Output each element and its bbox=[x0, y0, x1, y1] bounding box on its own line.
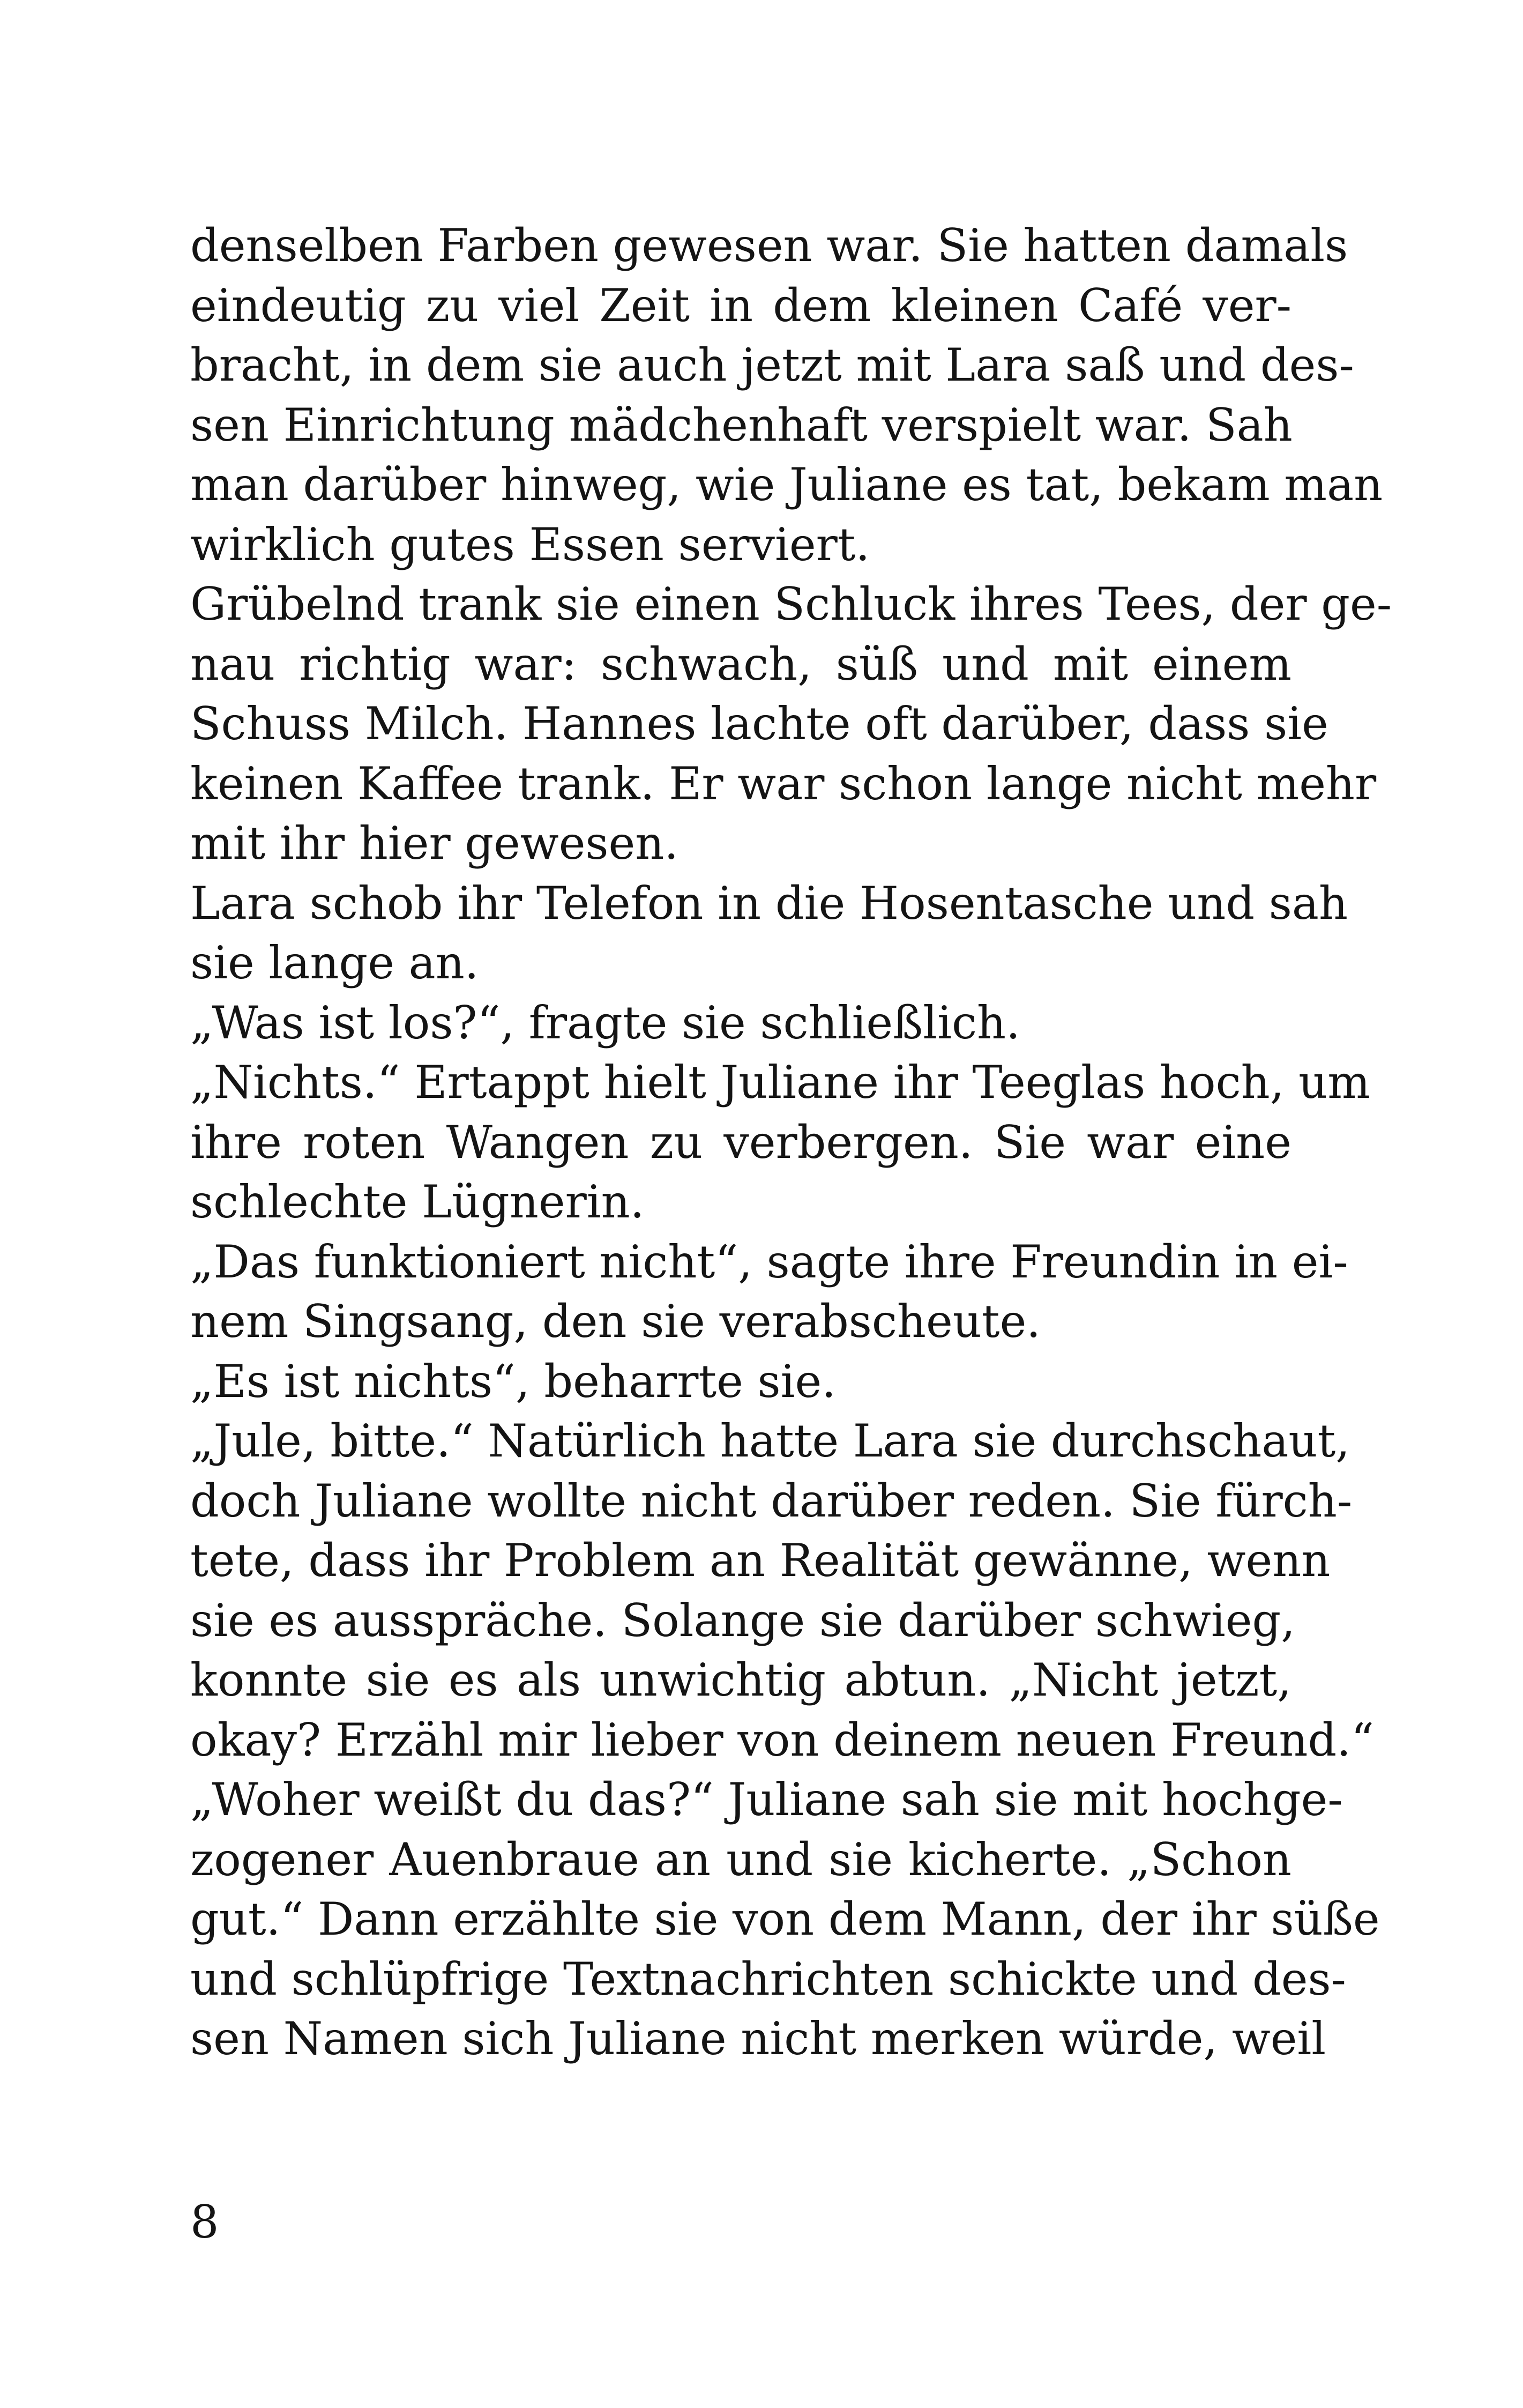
text-line: Schuss Milch. Hannes lachte oft darüber, dass sie bbox=[190, 697, 1328, 750]
text-line: keinen Kaffee trank. Er war schon lange nicht mehr bbox=[190, 757, 1377, 810]
page-number: 8 bbox=[190, 2196, 219, 2248]
text-line: denselben Farben gewesen war. Sie hatten damals bbox=[190, 219, 1348, 272]
text-line: „Es ist nichts“, beharrte sie. bbox=[190, 1355, 836, 1408]
text-line: sen Namen sich Juliane nicht merken würde, weil bbox=[190, 2012, 1326, 2065]
text-line: Lara schob ihr Telefon in die Hosentasche und sah bbox=[190, 876, 1348, 930]
text-line: und schlüpfrige Textnachrichten schickte und des- bbox=[190, 1952, 1346, 2005]
text-line: schlechte Lügnerin. bbox=[190, 1176, 645, 1228]
text-line: man darüber hinweg, wie Juliane es tat, bekam man bbox=[190, 458, 1383, 511]
text-line: „Jule, bitte.“ Natürlich hatte Lara sie durchschaut, bbox=[190, 1415, 1350, 1467]
text-line: „Woher weißt du das?“ Juliane sah sie mit hochge- bbox=[190, 1773, 1343, 1826]
text-line: mit ihr hier gewesen. bbox=[190, 817, 679, 869]
text-line: nem Singsang, den sie verabscheute. bbox=[190, 1295, 1041, 1348]
text-line: bracht, in dem sie auch jetzt mit Lara saß und des- bbox=[190, 339, 1354, 391]
text-line: sie lange an. bbox=[190, 937, 479, 989]
text-line: Grübelnd trank sie einen Schluck ihres Tees, der ge- bbox=[190, 578, 1392, 630]
text-line: nau richtig war: schwach, süß und mit einem bbox=[190, 637, 1291, 690]
text-line: zogener Auenbraue an und sie kicherte. „Schon bbox=[190, 1833, 1291, 1886]
text-line: „Was ist los?“, fragte sie schließlich. bbox=[190, 996, 1020, 1049]
text-line: okay? Erzähl mir lieber von deinem neuen Freund.“ bbox=[190, 1713, 1374, 1766]
text-line: gut.“ Dann erzählte sie von dem Mann, der ihr süße bbox=[190, 1893, 1380, 1945]
text-line: ihre roten Wangen zu verbergen. Sie war eine bbox=[190, 1116, 1291, 1169]
text-line: tete, dass ihr Problem an Realität gewänne, wenn bbox=[190, 1534, 1331, 1587]
text-line: sen Einrichtung mädchenhaft verspielt war. Sah bbox=[190, 398, 1293, 451]
text-line: konnte sie es als unwichtig abtun. „Nicht jetzt, bbox=[190, 1654, 1291, 1706]
text-line: wirklich gutes Essen serviert. bbox=[190, 518, 870, 571]
text-line: eindeutig zu viel Zeit in dem kleinen Café ver- bbox=[190, 279, 1291, 332]
body-text bbox=[190, 216, 1392, 2069]
text-line: „Nichts.“ Ertappt hielt Juliane ihr Teeglas hoch, um bbox=[190, 1056, 1370, 1109]
text-line: doch Juliane wollte nicht darüber reden. Sie fürch- bbox=[190, 1474, 1353, 1527]
text-line: „Das funktioniert nicht“, sagte ihre Freundin in ei- bbox=[190, 1235, 1348, 1288]
text-line: sie es ausspräche. Solange sie darüber schwieg, bbox=[190, 1594, 1295, 1647]
